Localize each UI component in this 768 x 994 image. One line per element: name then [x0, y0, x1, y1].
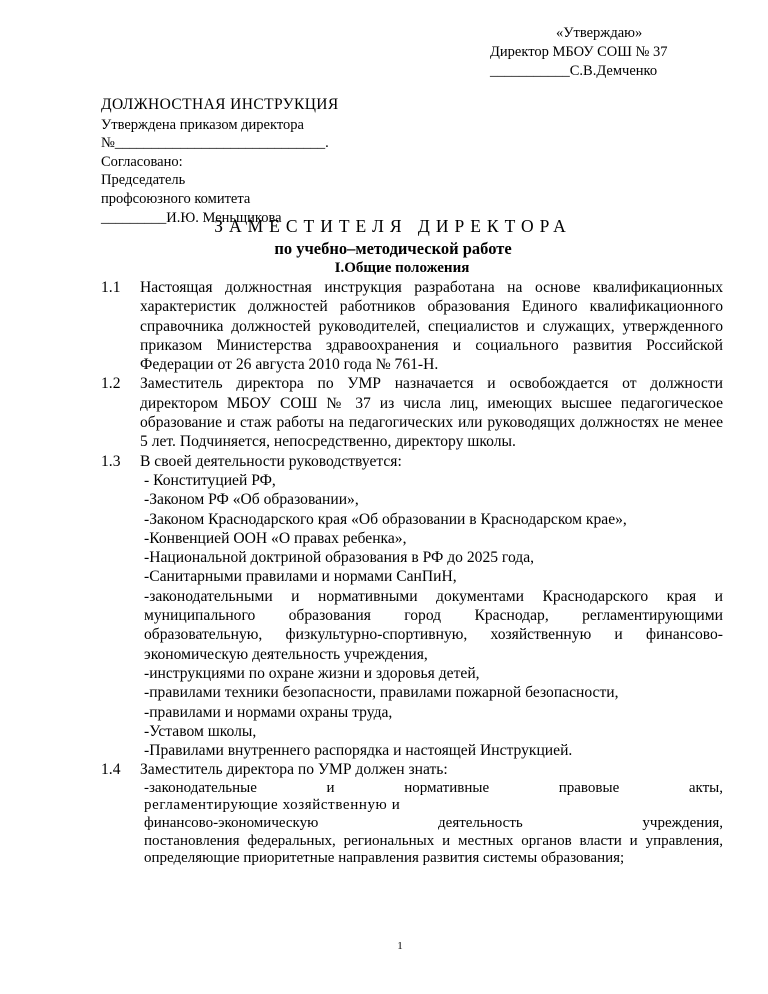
list-item [101, 374, 723, 451]
item-number: 1.3 [101, 452, 121, 470]
page-number: 1 [397, 940, 403, 952]
position-title: ЗАМЕСТИТЕЛЯ ДИРЕКТОРА [214, 216, 572, 236]
document-body [101, 278, 723, 868]
item-content [140, 760, 723, 867]
chair-label: Председатель [101, 172, 186, 189]
sub-item: -Правилами внутреннего распорядка и настоящей Инструкцией. [144, 742, 573, 760]
item-text: Заместитель директора по УМР назначается и освобождается от должности директором МБОУ СОШ № 37 из числа лиц, имеющих высшее педагогическое образование и стаж работы на педагогических или руководящих должностях не менее 5 лет. Подчиняется, непосредственно, директору школы. [140, 375, 723, 451]
doc-type: ДОЛЖНОСТНАЯ ИНСТРУКЦИЯ [101, 96, 339, 113]
approval-title: «Утверждаю» [556, 25, 643, 41]
sub-item: -Национальной доктриной образования в РФ до 2025 года, [144, 549, 535, 567]
sub-item: -Законом РФ «Об образовании», [144, 491, 359, 509]
item-text: В своей деятельности руководствуется: [140, 452, 402, 470]
list-item [101, 452, 723, 761]
position-subtitle: по учебно–методической работе [274, 239, 512, 258]
approval-block [490, 24, 667, 81]
sub-item: -правилами техники безопасности, правилами пожарной безопасности, [144, 684, 619, 702]
approved-by: Утверждена приказом директора [101, 116, 304, 133]
committee-signature: _________И.Ю. Меньщикова [101, 209, 282, 226]
sub-item: -инструкциями по охране жизни и здоровья детей, [144, 664, 480, 682]
item-number: 1.4 [101, 761, 121, 779]
header-block [101, 96, 339, 227]
approval-signature: ___________С.В.Демченко [490, 63, 658, 79]
item-number: 1.2 [101, 375, 121, 393]
sub-item: -законодательные и нормативные правовые акты, [144, 779, 723, 796]
item-text: Заместитель директора по УМР должен знать: [140, 761, 448, 779]
item-text: Настоящая должностная инструкция разработана на основе квалификационных характеристик должностей работников образования Единого квалификационного справочника должностей руководителей, специалистов и служащих, утвержденного приказом Министерства здравоохранения и социального развития Российской Федерации от 26 августа 2010 года № 761-Н. [140, 279, 723, 374]
sub-item: -Уставом школы, [144, 722, 257, 740]
approval-position: Директор МБОУ СОШ № 37 [490, 44, 668, 60]
sub-item: -Санитарными правилами и нормами СанПиН, [144, 568, 457, 586]
item-number: 1.1 [101, 279, 121, 296]
sub-item: -правилами и нормами охраны труда, [144, 703, 393, 721]
committee-label: профсоюзного комитета [101, 190, 251, 207]
item-content [140, 452, 723, 761]
sub-item: финансово-экономическую деятельность учреждения, [144, 814, 723, 831]
section-heading: I.Общие положения [334, 260, 470, 276]
agreed-label: Согласовано: [101, 153, 183, 170]
sub-item: -законодательными и нормативными документами Краснодарского края и муниципального образования город Краснодар, регламентирующими образовательную, физкультурно-спортивную, хозяйственную и финансово-экономическую деятельность учреждения, [144, 587, 723, 663]
sub-item: - Конституцией РФ, [144, 471, 276, 489]
list-item [101, 760, 723, 867]
list-item [101, 278, 723, 374]
sub-item: регламентирующие хозяйственную и [144, 797, 401, 814]
order-number: №_____________________________. [101, 135, 329, 152]
sub-item: -Конвенцией ООН «О правах ребенка», [144, 529, 407, 547]
sub-item: постановления федеральных, региональных и местных органов власти и управления, определяющие приоритетные направления развития системы образования; [144, 832, 723, 867]
sub-item: -Законом Краснодарского края «Об образовании в Краснодарском крае», [144, 510, 627, 528]
